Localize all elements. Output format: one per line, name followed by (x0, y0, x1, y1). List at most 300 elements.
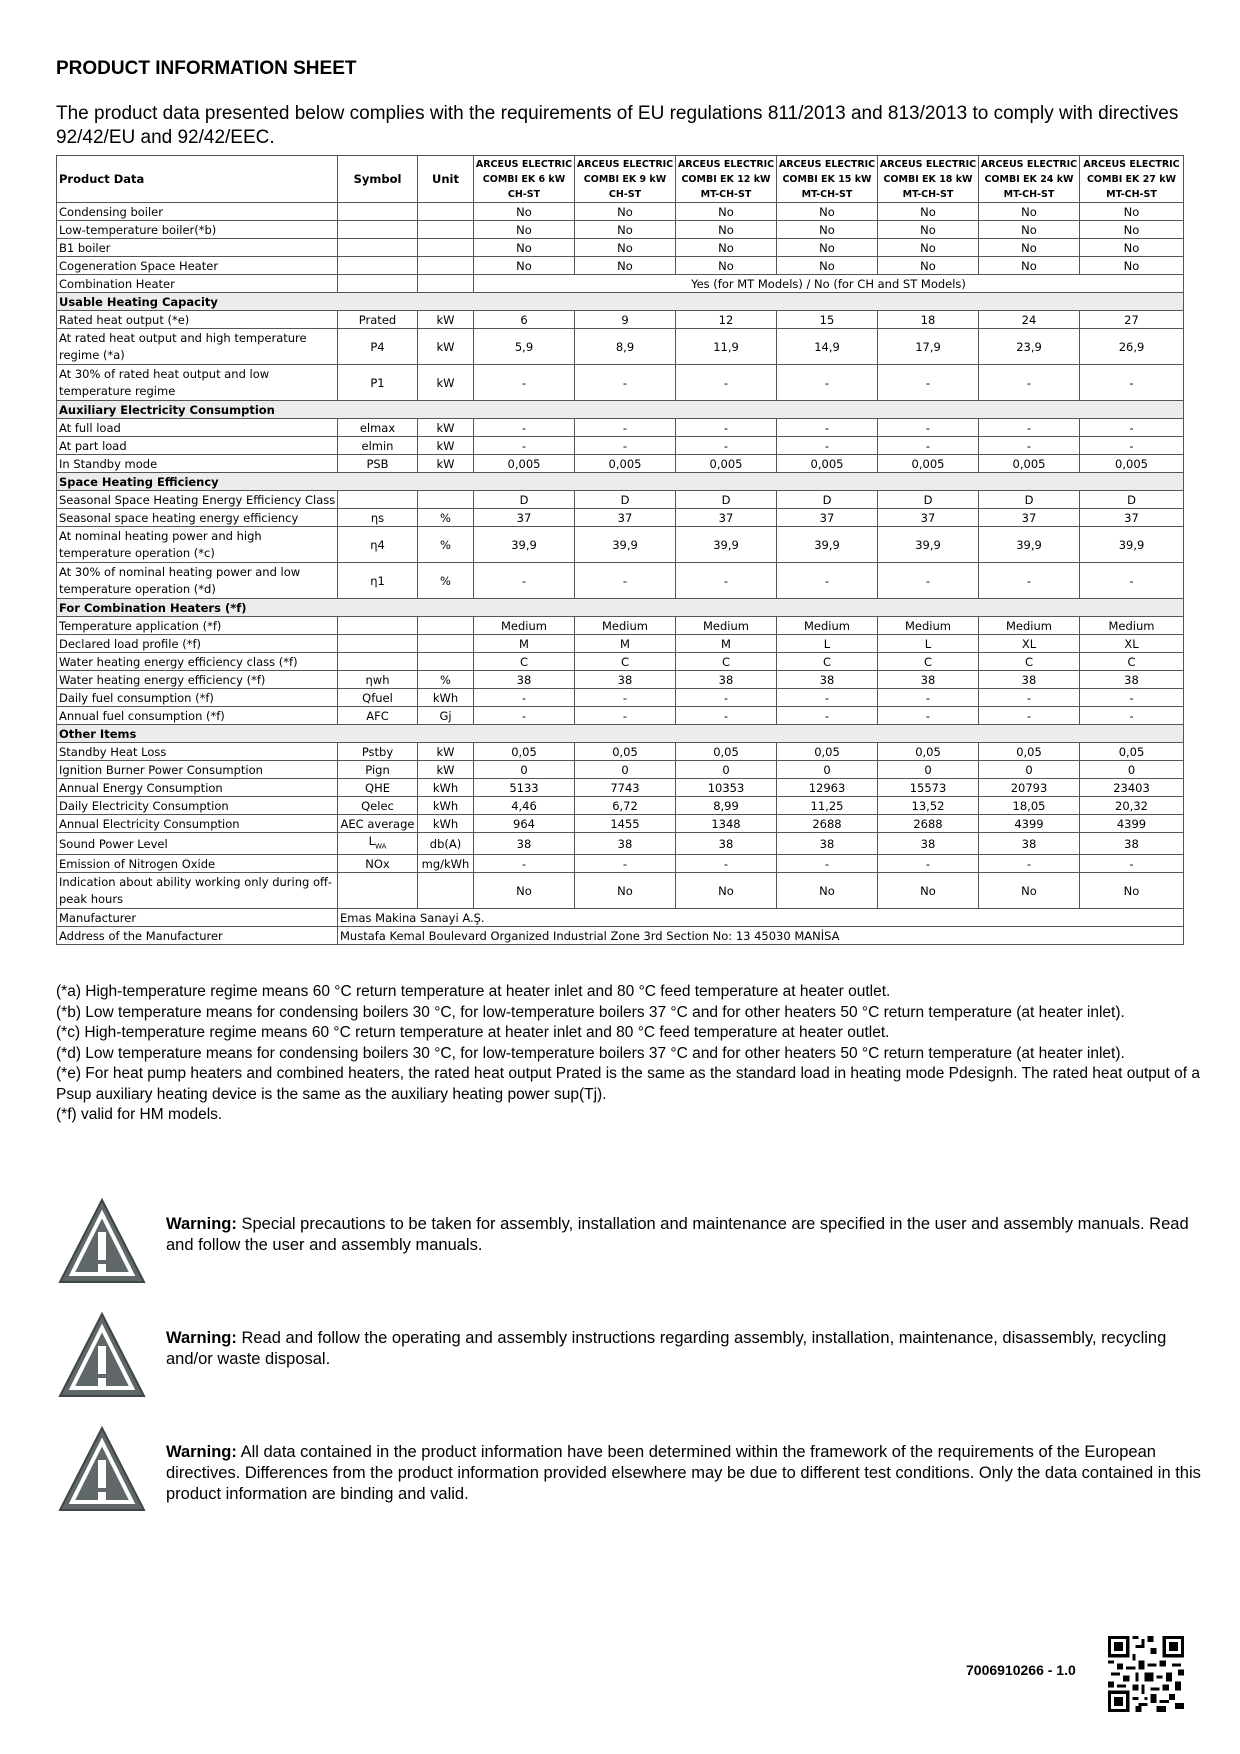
cell-value: - (676, 855, 777, 873)
cell-value: No (979, 873, 1080, 909)
table-row (57, 437, 1184, 455)
cell-value: 4,46 (474, 797, 575, 815)
cell-value: - (979, 855, 1080, 873)
row-label: At 30% of nominal heating power and low temperature operation (*d) (57, 563, 338, 599)
warning-block-2 (56, 1310, 1206, 1410)
cell-value: - (777, 365, 878, 401)
cell-value: 6 (474, 311, 575, 329)
cell-value: No (777, 239, 878, 257)
cell-value: XL (979, 635, 1080, 653)
cell-value: 20,32 (1080, 797, 1184, 815)
row-symbol: elmin (338, 437, 418, 455)
cell-value: 37 (777, 509, 878, 527)
row-symbol (338, 617, 418, 635)
header-model: ARCEUS ELECTRIC COMBI EK 24 kW MT-CH-ST (979, 156, 1080, 203)
table-row (57, 509, 1184, 527)
row-label: Standby Heat Loss (57, 743, 338, 761)
cell-value: - (474, 689, 575, 707)
cell-value: - (676, 365, 777, 401)
row-unit: mg/kWh (418, 855, 474, 873)
cell-value: D (676, 491, 777, 509)
cell-value: C (676, 653, 777, 671)
warning-block-3 (56, 1424, 1206, 1524)
footnote-a: (*a) High-temperature regime means 60 °C return temperature at heater inlet and 80 °C feed temperature at heater outlet. (56, 983, 891, 1000)
cell-value: - (575, 563, 676, 599)
cell-value: XL (1080, 635, 1184, 653)
cell-value: 37 (979, 509, 1080, 527)
cell-value: C (1080, 653, 1184, 671)
header-unit: Unit (418, 156, 474, 203)
row-symbol: Prated (338, 311, 418, 329)
cell-value: Medium (474, 617, 575, 635)
cell-value: 18,05 (979, 797, 1080, 815)
row-label: Sound Power Level (57, 833, 338, 855)
cell-value: 39,9 (878, 527, 979, 563)
row-label: Combination Heater (57, 275, 338, 293)
row-symbol: η1 (338, 563, 418, 599)
table-row (57, 671, 1184, 689)
warning-label: Warning: (166, 1215, 237, 1233)
cell-value: C (878, 653, 979, 671)
row-label: Water heating energy efficiency (*f) (57, 671, 338, 689)
cell-value: - (878, 365, 979, 401)
cell-value: 23403 (1080, 779, 1184, 797)
cell-value: 14,9 (777, 329, 878, 365)
header-model: ARCEUS ELECTRIC COMBI EK 6 kW CH-ST (474, 156, 575, 203)
cell-value: - (575, 437, 676, 455)
cell-value: - (878, 689, 979, 707)
cell-value: 37 (575, 509, 676, 527)
row-unit (418, 203, 474, 221)
cell-value: 12 (676, 311, 777, 329)
cell-value: No (878, 239, 979, 257)
cell-value: 11,25 (777, 797, 878, 815)
cell-value: 0,005 (777, 455, 878, 473)
cell-value: - (979, 563, 1080, 599)
cell-value: No (878, 257, 979, 275)
cell-value: Medium (575, 617, 676, 635)
row-unit: Gj (418, 707, 474, 725)
cell-value: L (878, 635, 979, 653)
cell-value: 0,05 (676, 743, 777, 761)
row-symbol (338, 275, 418, 293)
footnotes (56, 982, 1216, 1126)
row-symbol (338, 203, 418, 221)
cell-value: - (777, 437, 878, 455)
row-unit: % (418, 527, 474, 563)
cell-value: 0,005 (575, 455, 676, 473)
warning-block-1 (56, 1196, 1206, 1296)
table-row (57, 617, 1184, 635)
row-symbol: $L_{WA}$ (338, 833, 418, 855)
cell-value: - (1080, 707, 1184, 725)
cell-value: 38 (1080, 833, 1184, 855)
cell-value: 39,9 (474, 527, 575, 563)
row-label: Emission of Nitrogen Oxide (57, 855, 338, 873)
merged-value: Yes (for MT Models) / No (for CH and ST Models) (474, 275, 1184, 293)
cell-value: - (878, 437, 979, 455)
header-model: ARCEUS ELECTRIC COMBI EK 12 kW MT-CH-ST (676, 156, 777, 203)
cell-value: - (575, 419, 676, 437)
table-row (57, 761, 1184, 779)
table-row (57, 635, 1184, 653)
cell-value: No (878, 873, 979, 909)
cell-value: No (777, 203, 878, 221)
cell-value: 38 (979, 671, 1080, 689)
cell-value: 8,99 (676, 797, 777, 815)
table-row (57, 221, 1184, 239)
cell-value: - (676, 437, 777, 455)
cell-value: 0,005 (676, 455, 777, 473)
cell-value: - (676, 419, 777, 437)
cell-value: Medium (676, 617, 777, 635)
section-title: For Combination Heaters (*f) (57, 599, 1184, 617)
footnote-b: (*b) Low temperature means for condensing boilers 30 °C, for low-temperature boilers 37 °C and for other heaters 50 °C return temperature (at heater inlet). (56, 1003, 1125, 1021)
cell-value: 17,9 (878, 329, 979, 365)
cell-value: 38 (676, 671, 777, 689)
cell-value: - (676, 707, 777, 725)
cell-value: No (474, 873, 575, 909)
cell-value: 4399 (979, 815, 1080, 833)
cell-value: 0 (878, 761, 979, 779)
row-unit: kWh (418, 689, 474, 707)
row-symbol (338, 873, 418, 909)
cell-value: - (575, 855, 676, 873)
row-unit: db(A) (418, 833, 474, 855)
cell-value: - (979, 689, 1080, 707)
row-label: Indication about ability working only during off-peak hours (57, 873, 338, 909)
row-symbol (338, 635, 418, 653)
header-model: ARCEUS ELECTRIC COMBI EK 27 kW MT-CH-ST (1080, 156, 1184, 203)
row-unit (418, 491, 474, 509)
cell-value: 0 (474, 761, 575, 779)
row-unit (418, 221, 474, 239)
header-symbol: Symbol (338, 156, 418, 203)
row-unit: kW (418, 311, 474, 329)
row-unit: % (418, 563, 474, 599)
row-label: Annual fuel consumption (*f) (57, 707, 338, 725)
warning-triangle-icon (56, 1424, 148, 1514)
row-label: Water heating energy efficiency class (*f) (57, 653, 338, 671)
cell-value: No (474, 203, 575, 221)
cell-value: 0,05 (474, 743, 575, 761)
section-title: Other Items (57, 725, 1184, 743)
row-unit: % (418, 509, 474, 527)
row-label: At nominal heating power and high temperature operation (*c) (57, 527, 338, 563)
cell-value: - (1080, 689, 1184, 707)
row-symbol: ηwh (338, 671, 418, 689)
cell-value: No (777, 221, 878, 239)
table-row (57, 257, 1184, 275)
cell-value: 39,9 (575, 527, 676, 563)
row-symbol: Qfuel (338, 689, 418, 707)
section-row (57, 725, 1184, 743)
cell-value: No (676, 221, 777, 239)
cell-value: 5133 (474, 779, 575, 797)
cell-value: 37 (1080, 509, 1184, 527)
cell-value: 38 (777, 671, 878, 689)
table-row (57, 275, 1184, 293)
merged-value: Emas Makina Sanayi A.Ş. (338, 909, 1184, 927)
cell-value: 0 (1080, 761, 1184, 779)
row-symbol: PSB (338, 455, 418, 473)
cell-value: - (676, 563, 777, 599)
table-row (57, 563, 1184, 599)
cell-value: No (979, 203, 1080, 221)
cell-value: 24 (979, 311, 1080, 329)
cell-value: 964 (474, 815, 575, 833)
row-label: Daily fuel consumption (*f) (57, 689, 338, 707)
cell-value: - (777, 563, 878, 599)
row-label: Cogeneration Space Heater (57, 257, 338, 275)
row-symbol: elmax (338, 419, 418, 437)
cell-value: 0,05 (777, 743, 878, 761)
footnote-e: (*e) For heat pump heaters and combined heaters, the rated heat output Prated is the same as the standard load in heating mode Pdesignh. The rated heat output of a Psup auxiliary heating device is the same as the auxiliary heating power sup(Tj). (56, 1065, 1201, 1103)
section-title: Space Heating Efficiency (57, 473, 1184, 491)
cell-value: 38 (878, 671, 979, 689)
cell-value: - (474, 855, 575, 873)
cell-value: - (474, 419, 575, 437)
row-unit (418, 257, 474, 275)
section-title: Usable Heating Capacity (57, 293, 1184, 311)
cell-value: - (1080, 855, 1184, 873)
table-row (57, 311, 1184, 329)
cell-value: - (878, 419, 979, 437)
cell-value: No (575, 203, 676, 221)
row-label: Seasonal space heating energy efficiency (57, 509, 338, 527)
cell-value: 13,52 (878, 797, 979, 815)
row-unit: kW (418, 365, 474, 401)
cell-value: No (676, 873, 777, 909)
cell-value: No (1080, 873, 1184, 909)
cell-value: 38 (676, 833, 777, 855)
merged-value: Mustafa Kemal Boulevard Organized Industrial Zone 3rd Section No: 13 45030 MANİSA (338, 927, 1184, 945)
row-label: At full load (57, 419, 338, 437)
cell-value: 12963 (777, 779, 878, 797)
cell-value: 38 (979, 833, 1080, 855)
row-symbol: η4 (338, 527, 418, 563)
cell-value: 5,9 (474, 329, 575, 365)
row-unit: kWh (418, 797, 474, 815)
row-label: Temperature application (*f) (57, 617, 338, 635)
cell-value: - (777, 707, 878, 725)
cell-value: No (1080, 221, 1184, 239)
cell-value: 0,005 (1080, 455, 1184, 473)
row-unit (418, 275, 474, 293)
cell-value: - (878, 563, 979, 599)
table-row (57, 833, 1184, 855)
cell-value: No (676, 239, 777, 257)
cell-value: 4399 (1080, 815, 1184, 833)
row-unit (418, 635, 474, 653)
warning-text: All data contained in the product information have been determined within the framework of the requirements of the European directives. Differences from the product information provided elsewhere may be due to different test conditions. Only the data contained in this product information are binding and valid. (166, 1443, 1201, 1503)
row-symbol (338, 221, 418, 239)
cell-value: No (878, 203, 979, 221)
qr-code-icon (1108, 1636, 1184, 1712)
warning-label: Warning: (166, 1329, 237, 1347)
intro-text: The product data presented below complies with the requirements of EU regulations 811/2013 and 813/2013 to comply with directives 92/42/EU and 92/42/EEC. (56, 103, 1179, 148)
cell-value: 11,9 (676, 329, 777, 365)
row-symbol: QHE (338, 779, 418, 797)
cell-value: 0,005 (979, 455, 1080, 473)
cell-value: C (474, 653, 575, 671)
table-row (57, 779, 1184, 797)
row-unit (418, 873, 474, 909)
table-row (57, 329, 1184, 365)
cell-value: 18 (878, 311, 979, 329)
row-symbol: AFC (338, 707, 418, 725)
cell-value: L (777, 635, 878, 653)
row-unit: kW (418, 455, 474, 473)
cell-value: 0,05 (1080, 743, 1184, 761)
row-symbol: ηs (338, 509, 418, 527)
cell-value: D (474, 491, 575, 509)
cell-value: M (676, 635, 777, 653)
table-row (57, 927, 1184, 945)
cell-value: 39,9 (676, 527, 777, 563)
cell-value: 2688 (777, 815, 878, 833)
cell-value: 20793 (979, 779, 1080, 797)
cell-value: No (777, 873, 878, 909)
row-symbol (338, 653, 418, 671)
row-unit: % (418, 671, 474, 689)
cell-value: - (1080, 365, 1184, 401)
warning-label: Warning: (166, 1443, 237, 1461)
row-symbol: P4 (338, 329, 418, 365)
cell-value: - (676, 689, 777, 707)
cell-value: - (979, 437, 1080, 455)
cell-value: No (979, 257, 1080, 275)
cell-value: D (979, 491, 1080, 509)
cell-value: 38 (575, 833, 676, 855)
cell-value: 9 (575, 311, 676, 329)
cell-value: - (878, 855, 979, 873)
cell-value: 37 (878, 509, 979, 527)
cell-value: - (575, 707, 676, 725)
cell-value: 38 (575, 671, 676, 689)
cell-value: - (575, 365, 676, 401)
cell-value: - (777, 419, 878, 437)
row-label: Declared load profile (*f) (57, 635, 338, 653)
cell-value: - (474, 563, 575, 599)
cell-value: 10353 (676, 779, 777, 797)
cell-value: - (1080, 437, 1184, 455)
section-row (57, 293, 1184, 311)
row-symbol: Pign (338, 761, 418, 779)
cell-value: No (979, 221, 1080, 239)
cell-value: - (575, 689, 676, 707)
table-row (57, 743, 1184, 761)
row-label: Condensing boiler (57, 203, 338, 221)
cell-value: No (575, 257, 676, 275)
cell-value: No (474, 257, 575, 275)
row-unit: kW (418, 329, 474, 365)
cell-value: 27 (1080, 311, 1184, 329)
table-row (57, 455, 1184, 473)
cell-value: 37 (474, 509, 575, 527)
row-unit: kW (418, 761, 474, 779)
table-row (57, 797, 1184, 815)
table-row (57, 491, 1184, 509)
cell-value: No (1080, 239, 1184, 257)
row-symbol: Qelec (338, 797, 418, 815)
warning-text: Read and follow the operating and assembly instructions regarding assembly, installation, maintenance, disassembly, recycling and/or waste disposal. (166, 1329, 1167, 1368)
cell-value: No (1080, 257, 1184, 275)
footnote-d: (*d) Low temperature means for condensing boilers 30 °C, for low-temperature boilers 37 °C and for other heaters 50 °C return temperature (at heater inlet). (56, 1044, 1125, 1062)
cell-value: C (575, 653, 676, 671)
footnote-c: (*c) High-temperature regime means 60 °C return temperature at heater inlet and 80 °C feed temperature at heater outlet. (56, 1024, 890, 1041)
table-row (57, 239, 1184, 257)
row-symbol: AEC average (338, 815, 418, 833)
table-row (57, 527, 1184, 563)
cell-value: - (979, 707, 1080, 725)
warning-text: Special precautions to be taken for assembly, installation and maintenance are specified in the user and assembly manuals. Read and follow the user and assembly manuals. (166, 1215, 1189, 1254)
cell-value: 38 (474, 833, 575, 855)
row-label: Rated heat output (*e) (57, 311, 338, 329)
table-header-row (57, 156, 1184, 203)
table-row (57, 653, 1184, 671)
cell-value: No (777, 257, 878, 275)
cell-value: No (1080, 203, 1184, 221)
cell-value: 23,9 (979, 329, 1080, 365)
cell-value: D (777, 491, 878, 509)
cell-value: 15 (777, 311, 878, 329)
cell-value: No (575, 873, 676, 909)
row-label: Annual Energy Consumption (57, 779, 338, 797)
row-label: Address of the Manufacturer (57, 927, 338, 945)
cell-value: 0,005 (878, 455, 979, 473)
cell-value: - (979, 365, 1080, 401)
row-label: At part load (57, 437, 338, 455)
table-row (57, 707, 1184, 725)
table-row (57, 365, 1184, 401)
row-symbol (338, 491, 418, 509)
header-model: ARCEUS ELECTRIC COMBI EK 15 kW MT-CH-ST (777, 156, 878, 203)
cell-value: 0,005 (474, 455, 575, 473)
cell-value: 0 (575, 761, 676, 779)
row-unit: kW (418, 437, 474, 455)
section-title: Auxiliary Electricity Consumption (57, 401, 1184, 419)
row-symbol: Pstby (338, 743, 418, 761)
row-unit: kW (418, 743, 474, 761)
cell-value: 7743 (575, 779, 676, 797)
cell-value: Medium (878, 617, 979, 635)
row-symbol: P1 (338, 365, 418, 401)
cell-value: - (777, 855, 878, 873)
cell-value: 38 (878, 833, 979, 855)
footnote-f: (*f) valid for HM models. (56, 1106, 223, 1123)
product-data-table (56, 155, 1184, 945)
cell-value: - (979, 419, 1080, 437)
cell-value: No (575, 239, 676, 257)
cell-value: Medium (979, 617, 1080, 635)
row-unit (418, 239, 474, 257)
cell-value: 8,9 (575, 329, 676, 365)
cell-value: - (777, 689, 878, 707)
cell-value: D (878, 491, 979, 509)
cell-value: M (474, 635, 575, 653)
cell-value: - (474, 437, 575, 455)
cell-value: No (979, 239, 1080, 257)
cell-value: 6,72 (575, 797, 676, 815)
row-label: At 30% of rated heat output and low temperature regime (57, 365, 338, 401)
cell-value: Medium (777, 617, 878, 635)
cell-value: 0 (777, 761, 878, 779)
document-number: 7006910266 - 1.0 (966, 1662, 1076, 1678)
cell-value: C (979, 653, 1080, 671)
warning-triangle-icon (56, 1196, 148, 1286)
cell-value: C (777, 653, 878, 671)
